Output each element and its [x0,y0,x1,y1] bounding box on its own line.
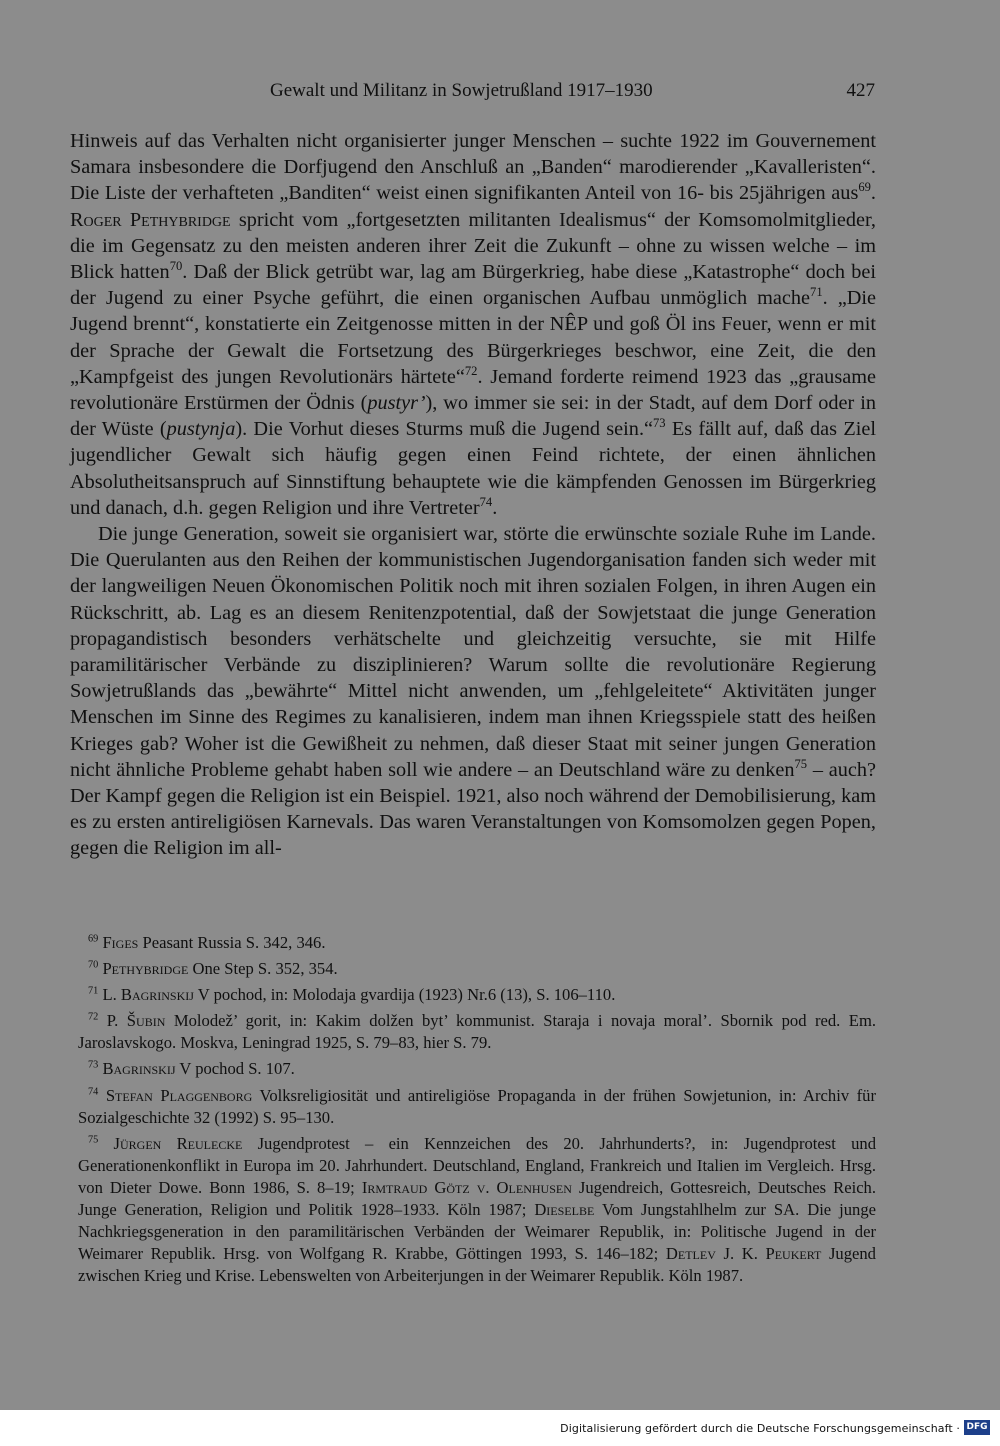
text-run: ). Die Vorhut dieses Sturms muß die Jugend sein.“ [235,418,654,441]
footnote-number: 70 [88,959,99,971]
text-run: One Step S. 352, 354. [188,959,338,979]
footnote-ref: 74 [479,495,493,510]
italic-term: pustyr’ [367,392,426,415]
running-title: Gewalt und Militanz in Sowjetrußland 1917–1930 [270,80,653,101]
author-name: Stefan Plaggenborg [105,1085,253,1105]
author-name: Roger Pethybridge [70,208,231,231]
text-run: Jugendreich, Gottesreich, Deutsches Reich. Junge Generation, Religion und Politik 1928–1933. Köln 1987; [78,1177,876,1220]
author-name: L. Bagrinskij [102,985,194,1005]
author-name: Bagrinskij [102,1059,176,1079]
footnote-number: 69 [88,933,99,945]
text-run: Jugendprotest – ein Kennzeichen des 20. Jahrhunderts?, in: Jugendprotest und Generationenkonflikt in Europa im 20. Jahrhundert. Deutschland, England, Frankreich und Italien im Vergleich. Hrsg. von Dieter Dowe. Bonn 1986, S. 8–19; [78,1133,876,1197]
paragraph-2 [70,521,876,862]
author-name: Figes [102,933,139,952]
text-run: . Daß der Blick getrübt war, lag am Bürgerkrieg, habe diese „Katastrophe“ doch bei der Jugend zu einer Psyche geführt, die einen organischen Aufbau unmöglich mache [70,261,876,310]
footnotes [78,932,876,1291]
footnote-75 [78,1133,876,1288]
footnote-69 [78,932,876,954]
footnote-number: 74 [88,1086,99,1098]
footnote-number: 71 [88,985,99,997]
text-run: Jugend zwischen Krieg und Krise. Lebenswelten von Arbeiterjungen in der Weimarer Republik. Köln 1987. [78,1244,876,1286]
funding-note: Digitalisierung gefördert durch die Deutsche Forschungsgemeinschaft · [560,1422,960,1435]
page-number: 427 [846,80,875,101]
author-name: Irmtraud Götz v. Olenhusen [361,1177,572,1197]
text-run: . [492,496,498,519]
footnote-number: 72 [88,1011,99,1023]
text-run: Hinweis auf das Verhalten nicht organisierter junger Menschen – suchte 1922 im Gouvernement Samara insbesondere die Dorfjugend den Anschluß an „Banden“ marodierender „Kavalleristen“. Die Liste der verhafteten „Banditen“ weist einen signifikanten Anteil von 16- bis 25jährigen aus [70,130,876,205]
footnote-ref: 70 [169,259,183,274]
text-run: Peasant Russia S. 342, 346. [138,933,326,952]
footnote-ref: 75 [794,757,808,772]
footnote-70 [78,958,876,980]
text-run: . „Die Jugend brennt“, konstatierte ein Zeitgenosse mitten in der NÊP und goß Öl ins Feuer, wenn er mit der Sprache der Gewalt die Fortsetzung des Bürgerkrieges beschwor, eine Zeit, die den „Kampfgeist des jungen Revolutionärs härtete“ [70,287,876,388]
footnote-ref: 72 [464,364,478,379]
running-header [70,80,875,110]
text-run: Die junge Generation, soweit sie organisiert war, störte die erwünschte soziale Ruhe im Lande. Die Querulanten aus den Reihen der kommunistischen Jugendorganisation fanden sich weder mit der langweiligen Neuen Ökonomischen Politik noch mit ihren sozialen Folgen, in ihren Augen ein Rückschritt, ab. Lag es an diesem Renitenzpotential, daß der Sowjetstaat die junge Generation propagandistisch besonders verhätschelte und gleichzeitig versuchte, sie mit Hilfe paramilitärischer Verbände zu disziplinieren? Warum sollte die revolutionäre Regierung Sowjetrußlands das „bewährte“ Mittel nicht anwenden, um „fehlgeleitete“ Aktivitäten junger Menschen im Sinne des Regimes zu kanalisieren, indem man ihnen Kriegsspiele statt des heißen Krieges gab? Woher ist die Gewißheit zu nehmen, daß dieser Staat mit seiner jungen Generation nicht ähnliche Probleme gehabt haben soll wie andere – an Deutschland wäre zu denken [70,523,876,781]
footer-bar [0,1410,1000,1446]
body-text [70,128,876,862]
footnote-number: 75 [88,1134,99,1146]
author-name: P. Šubin [106,1011,166,1031]
author-name: Pethybridge [102,959,189,979]
footnote-ref: 71 [810,285,823,300]
text-run: V pochod S. 107. [175,1059,295,1079]
author-name: Detlev J. K. Peukert [665,1244,822,1264]
footnote-71 [78,984,876,1006]
footnote-73 [78,1058,876,1080]
footnote-ref: 73 [653,416,666,431]
text-run: . Jemand forderte reimend 1923 das „grausame revolutionäre Erstürmen der Ödnis ( [70,365,876,415]
author-name: Dieselbe [534,1200,595,1220]
dfg-logo: DFG [964,1420,990,1435]
author-name: Jürgen Reulecke [113,1133,243,1153]
footnote-74 [78,1085,876,1129]
footnote-72 [78,1010,876,1054]
footnote-number: 73 [88,1059,99,1071]
italic-term: pustynja [166,418,236,441]
text-run: – auch? Der Kampf gegen die Religion ist ein Beispiel. 1921, also noch während der Demobilisierung, kam es zu ersten antireligiösen Karnevals. Das waren Veranstaltungen von Komsomolzen gegen Popen, gegen die Religion im all- [70,758,876,860]
text-run: Es fällt auf, daß das Ziel jugendlicher Gewalt sich häufig gegen einen Feind richtete, der einen ähnlichen Absolutheitsanspruch auf Sinnstiftung behauptete wie die kämpfenden Genossen im Bürgerkrieg und danach, d.h. gegen Religion und ihre Vertreter [70,418,876,519]
text-run: spricht vom „fortgesetzten militanten Idealismus“ der Komsomolmitglieder, die im Gegensatz zu den meisten anderen ihrer Zeit die Zukunft – ohne zu wissen welche – im Blick hatten [70,208,876,284]
footnote-ref: 69 [858,180,871,195]
text-run: ), wo immer sie sei: in der Stadt, auf dem Dorf oder in der Wüste ( [70,392,876,441]
paragraph-1 [70,128,876,521]
text-run: Molodež’ gorit, in: Kakim dolžen byt’ kommunist. Staraja i novaja moral’. Sbornik pod red. Em. Jaroslavskogo. Moskva, Leningrad 1925, S. 79–83, hier S. 79. [78,1011,876,1053]
text-run: Vom Jungstahlhelm zur SA. Die junge Nachkriegsgeneration in den paramilitärischen Verbänden der Weimarer Republik, in: Politische Jugend in der Weimarer Republik. Hrsg. von Wolfgang R. Krabbe, Göttingen 1993, S. 146–182; [78,1200,876,1264]
text-run: Volksreligiosität und antireligiöse Propaganda in der frühen Sowjetunion, in: Archiv für Sozialgeschichte 32 (1992) S. 95–130. [78,1085,877,1127]
text-run: V pochod, in: Molodaja gvardija (1923) Nr.6 (13), S. 106–110. [193,985,616,1005]
text-run: . [870,182,876,205]
